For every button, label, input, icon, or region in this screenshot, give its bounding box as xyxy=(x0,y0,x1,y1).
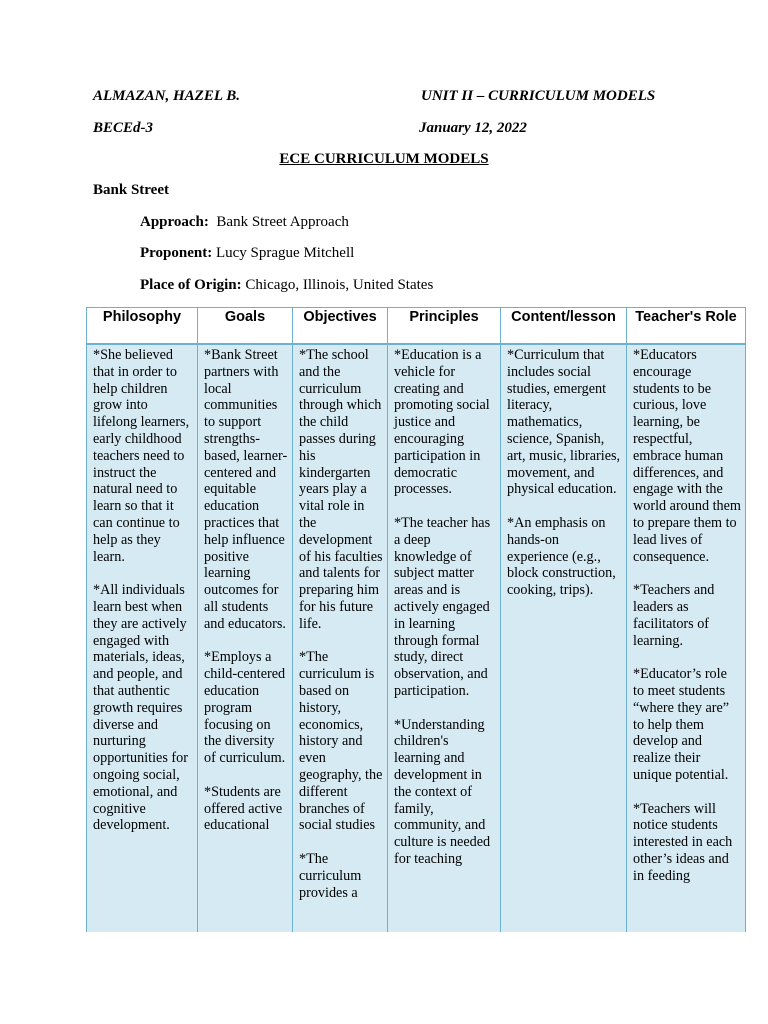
table-row xyxy=(87,344,746,932)
model-name: Bank Street xyxy=(93,182,169,198)
cell-paragraph: *All individuals learn best when they are actively engaged with materials, ideas, and people, and that authentic growth requires diverse and nurturing opportunities for ongoing social, emotional, and cognitive development. xyxy=(93,582,188,834)
page-title xyxy=(0,151,768,168)
cell-philosophy xyxy=(87,344,198,932)
origin-label: Place of Origin: xyxy=(140,277,242,293)
col-header-goals: Goals xyxy=(198,308,293,345)
origin-line xyxy=(140,277,433,294)
curriculum-table xyxy=(86,307,746,932)
date: January 12, 2022 xyxy=(419,120,527,136)
cell-paragraph: *Education is a vehicle for creating and promoting social justice and encouraging participation in democratic processes. xyxy=(394,347,490,498)
cell-paragraph: *Curriculum that includes social studies, emergent literacy, mathematics, science, Spanish, art, music, libraries, movement, and physical education. xyxy=(507,347,621,498)
cell-paragraph: *An emphasis on hands-on experience (e.g., block construction, cooking, trips). xyxy=(507,514,616,599)
cell-goals xyxy=(198,344,293,932)
student-name: ALMAZAN, HAZEL B. xyxy=(93,88,240,104)
cell-paragraph: *Employs a child-centered education program focusing on the diversity of curriculum. xyxy=(204,649,286,767)
col-header-principles: Principles xyxy=(388,308,501,345)
col-header-philosophy: Philosophy xyxy=(87,308,198,345)
cell-paragraph: *Educator’s role to meet students “where they are” to help them develop and realize their unique potential. xyxy=(633,666,730,783)
origin-value: Chicago, Illinois, United States xyxy=(245,277,434,293)
approach-value: Bank Street Approach xyxy=(216,214,349,230)
section: BECEd-3 xyxy=(93,120,154,136)
cell-paragraph: *The school and the curriculum through which the child passes during his kindergarten years play a vital role in the development of his faculties and talents for preparing him for his future life. xyxy=(299,347,383,632)
cell-paragraph: *Educators encourage students to be curious, love learning, be respectful, embrace human differences, and engage with the world around them to prepare them to lead lives of consequence. xyxy=(633,347,741,565)
col-header-content-lesson: Content/lesson xyxy=(501,308,627,345)
table-header-row xyxy=(87,308,746,345)
unit-title: UNIT II – CURRICULUM MODELS xyxy=(421,88,656,104)
proponent-value: Lucy Sprague Mitchell xyxy=(215,245,355,261)
proponent-label: Proponent: xyxy=(140,245,213,261)
page-title-text: ECE CURRICULUM MODELS xyxy=(279,151,489,167)
approach-label: Approach: xyxy=(140,214,209,230)
cell-paragraph: *Teachers will notice students interested in each other’s ideas and in feeding xyxy=(633,800,733,884)
col-header-teachers-role: Teacher's Role xyxy=(627,308,746,345)
cell-paragraph: *Bank Street partners with local communities to support strengths-based, learner-centered and equitable education practices that help influence positive learning outcomes for all students and educators. xyxy=(204,347,288,632)
cell-paragraph: *Understanding children's learning and development in the context of family, community, and culture is needed for teaching xyxy=(394,716,491,867)
cell-content-lesson xyxy=(501,344,627,932)
cell-paragraph: *She believed that in order to help children grow into lifelong learners, early childhood teachers need to instruct the natural need to learn so that it can continue to help as they learn. xyxy=(93,347,190,565)
cell-objectives xyxy=(293,344,388,932)
cell-paragraph: *Students are offered active educational xyxy=(204,783,283,834)
cell-paragraph: *Teachers and leaders as facilitators of learning. xyxy=(633,582,715,649)
col-header-objectives: Objectives xyxy=(293,308,388,345)
approach-line xyxy=(140,214,349,231)
cell-paragraph: *The curriculum is based on history, economics, history and even geography, the different branches of social studies xyxy=(299,649,383,834)
cell-paragraph: *The teacher has a deep knowledge of subject matter areas and is actively engaged in learning through formal study, direct observation, and participation. xyxy=(394,514,491,699)
cell-teachers-role xyxy=(627,344,746,932)
cell-principles xyxy=(388,344,501,932)
cell-paragraph: *The curriculum provides a xyxy=(299,850,362,901)
proponent-line xyxy=(140,245,354,262)
